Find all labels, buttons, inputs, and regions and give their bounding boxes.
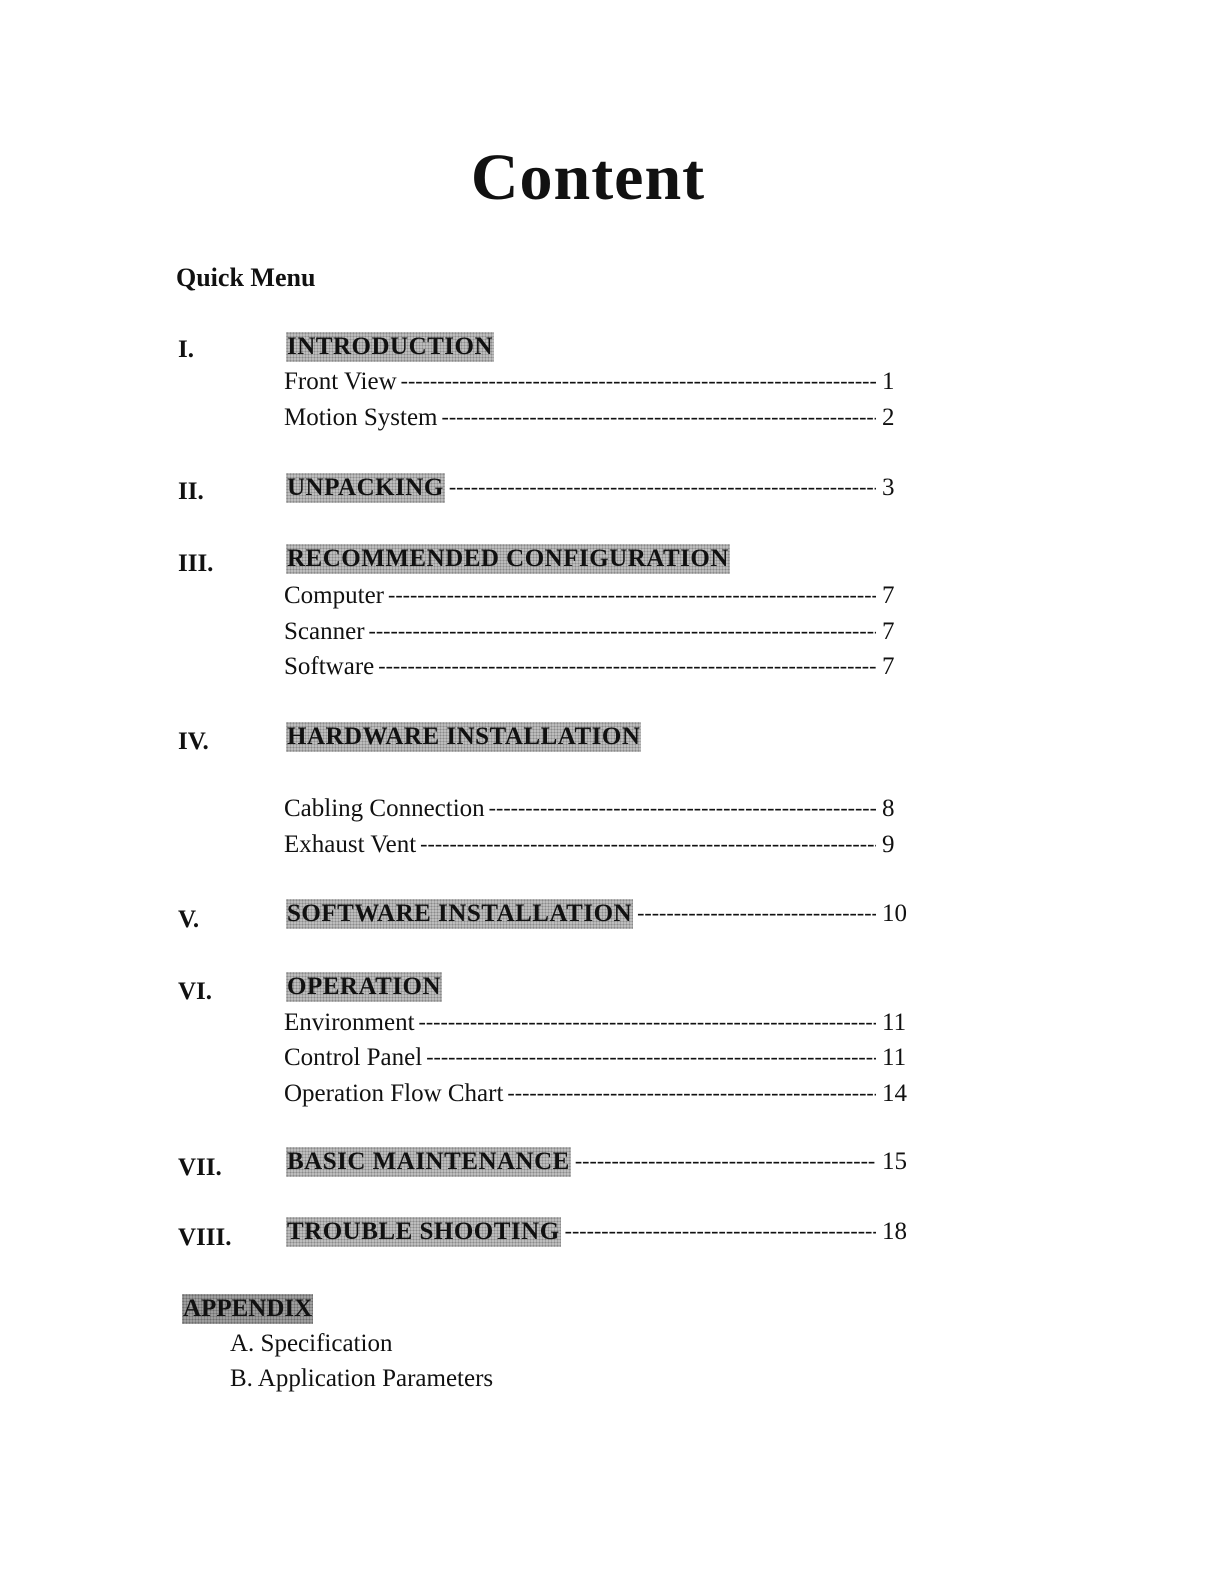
toc-entry-label: Control Panel <box>284 1044 423 1071</box>
dot-leader <box>489 792 876 824</box>
toc-entry-label: Computer <box>284 582 384 609</box>
toc-page-number: 15 <box>882 1148 907 1175</box>
section-heading-trouble-shooting: TROUBLE SHOOTING <box>287 1218 560 1245</box>
section-heading-recommended-configuration: RECOMMENDED CONFIGURATION <box>287 545 729 572</box>
dot-leader <box>449 471 876 503</box>
toc-entry-software-installation[interactable] <box>286 898 908 930</box>
dot-leader <box>637 897 876 929</box>
toc-page-number: 7 <box>882 582 895 609</box>
toc-entry-front-view[interactable] <box>284 366 908 398</box>
page-title: Content <box>470 141 706 214</box>
section-numeral: VII. <box>178 1154 222 1181</box>
toc-entry-scanner[interactable] <box>284 616 908 648</box>
toc-entry-environment[interactable] <box>284 1007 908 1039</box>
dot-leader <box>575 1145 876 1177</box>
toc-entry-cabling-connection[interactable] <box>284 793 908 825</box>
toc-entry-label: Operation Flow Chart <box>284 1080 504 1107</box>
dot-leader <box>378 650 876 682</box>
toc-entry-control-panel[interactable] <box>284 1042 908 1074</box>
toc-entry-label: Cabling Connection <box>284 795 485 822</box>
toc-entry-exhaust-vent[interactable] <box>284 829 908 861</box>
toc-entry-trouble-shooting[interactable] <box>286 1216 908 1248</box>
section-heading-hardware-installation: HARDWARE INSTALLATION <box>287 723 641 750</box>
section-numeral: V. <box>178 906 200 933</box>
section-heading-operation: OPERATION <box>287 973 442 1000</box>
quick-menu-label: Quick Menu <box>176 263 316 292</box>
section-numeral: III. <box>178 550 214 577</box>
appendix-item-specification[interactable]: A. Specification <box>230 1330 393 1357</box>
appendix-item-application-parameters[interactable]: B. Application Parameters <box>230 1365 494 1392</box>
section-heading-introduction: INTRODUCTION <box>287 333 494 360</box>
dot-leader <box>420 828 876 860</box>
toc-entry-software[interactable] <box>284 651 908 683</box>
dot-leader <box>426 1041 876 1073</box>
toc-entry-label: Motion System <box>284 404 438 431</box>
appendix-heading: APPENDIX <box>183 1295 313 1322</box>
dot-leader <box>419 1006 876 1038</box>
section-numeral: VI. <box>178 978 213 1005</box>
toc-entry-label: Environment <box>284 1009 415 1036</box>
dot-leader <box>369 615 876 647</box>
section-heading-software-installation: SOFTWARE INSTALLATION <box>287 900 633 927</box>
toc-page-number: 3 <box>882 474 895 501</box>
toc-page-number: 8 <box>882 795 895 822</box>
dot-leader <box>401 365 876 397</box>
toc-page-number: 2 <box>882 404 895 431</box>
toc-entry-motion-system[interactable] <box>284 402 908 434</box>
toc-page-number: 11 <box>882 1009 907 1036</box>
toc-entry-label: Exhaust Vent <box>284 831 417 858</box>
toc-entry-label: Software <box>284 653 375 680</box>
dot-leader <box>442 401 877 433</box>
dot-leader <box>565 1215 876 1247</box>
dot-leader <box>388 579 876 611</box>
toc-entry-unpacking[interactable] <box>286 472 908 504</box>
section-numeral: VIII. <box>178 1224 232 1251</box>
section-numeral: I. <box>178 336 194 363</box>
toc-page-number: 18 <box>882 1218 907 1245</box>
toc-entry-computer[interactable] <box>284 580 908 612</box>
toc-entry-basic-maintenance[interactable] <box>286 1146 908 1178</box>
toc-page-number: 1 <box>882 368 895 395</box>
toc-page-number: 9 <box>882 831 895 858</box>
section-heading-unpacking: UNPACKING <box>287 474 444 501</box>
toc-page-number: 10 <box>882 900 907 927</box>
section-heading-basic-maintenance: BASIC MAINTENANCE <box>287 1148 570 1175</box>
toc-entry-operation-flow-chart[interactable] <box>284 1078 908 1110</box>
section-numeral: II. <box>178 478 204 505</box>
dot-leader <box>507 1077 876 1109</box>
toc-page-number: 11 <box>882 1044 907 1071</box>
toc-page-number: 7 <box>882 653 895 680</box>
toc-page-number: 7 <box>882 618 895 645</box>
toc-entry-label: Scanner <box>284 618 365 645</box>
section-numeral: IV. <box>178 728 209 755</box>
toc-page-number: 14 <box>882 1080 907 1107</box>
toc-entry-label: Front View <box>284 368 397 395</box>
